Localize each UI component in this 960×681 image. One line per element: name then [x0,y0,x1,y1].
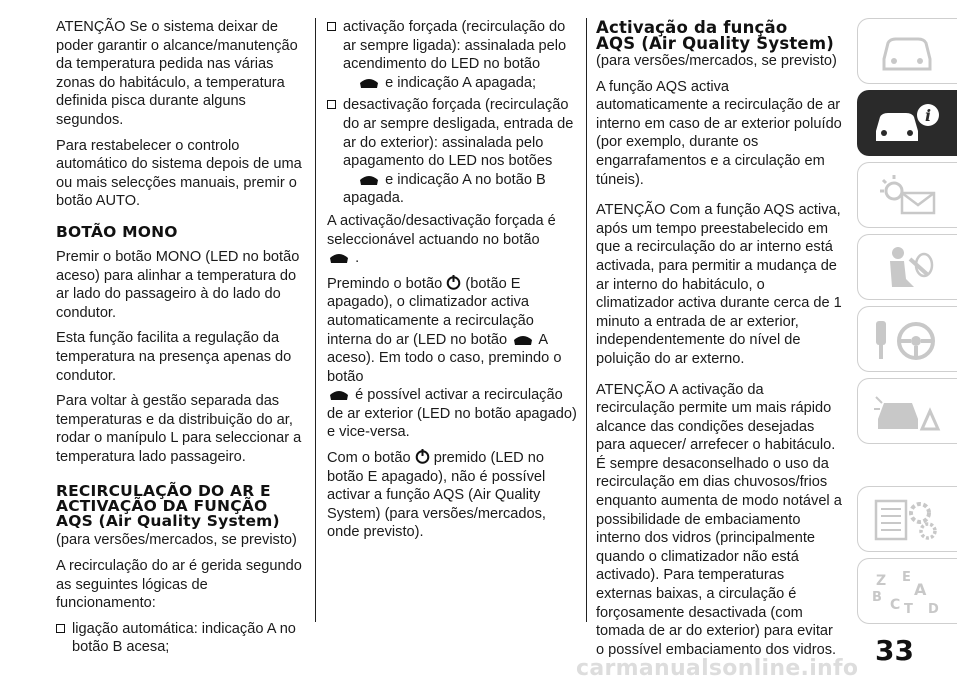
car-breakdown-icon [872,389,942,435]
checkbox-bullet-icon [327,100,336,109]
press-button-text-1: Premindo o botão [327,275,443,292]
bullet-forced-off-text: desactivação forçada (recirculação do ar sempre desligada, entrada de ar do exterior): assinalada pelo apagamento do LED nos botões [343,97,574,170]
heading-recirculation-line-2: ACTIVAÇÃO DA FUNÇÃO [56,497,268,516]
heading-recirculation-line-3: AQS (Air Quality System) [56,512,280,531]
list-item [56,620,306,657]
attention-paragraph: ATENÇÃO Se o sistema deixar de poder garantir o alcance/manutenção da temperatura pedida nas várias zonas do habitáculo, a temperatura definida pisca durante alguns segundos. [56,19,298,128]
heading-mono: BOTÃO MONO [56,222,178,241]
heading-recirculation [56,484,306,529]
recirculation-subtitle: (para versões/mercados, se previsto) [56,532,297,549]
airbag-seat-icon [872,245,942,291]
bullet-auto-text: ligação automática: indicação A no botão B acesa; [72,620,296,656]
recirculation-icon [327,389,351,401]
power-icon [415,449,430,464]
press-button-text-4: é possível activar a recirculação de ar exterior (LED no botão apagado) e vice-versa. [327,387,577,441]
mono-return-paragraph: Para voltar à gestão separada das temperaturas e da distribuição do ar, rodar o manípulo L para seleccionar a temperatura lado passageiro. [56,393,302,465]
recirculation-icon [357,174,381,186]
aqs-blocked-text-2: premido (LED no botão E apagado), não é possível activar a função AQS (Air Quality System) (para versões/mercados, onde previsto). [327,450,546,541]
heading-aqs-line-1: Activação da função [596,18,788,37]
press-button-text-3: A aceso). Em todo o caso, premindo o botão [327,331,562,385]
column-divider [315,18,316,622]
forced-selection-text-end: . [355,250,360,267]
car-front-icon [872,29,942,75]
page-number: 33 [875,634,914,667]
aqs-attention-paragraph: ATENÇÃO Com a função AQS activa, após um tempo preestabelecido em que a recirculação do ar interno está activada, para permitir a mudança de ar interno do habitáculo, o climatizador activa durante cerca de 1 minuto a entrada de ar exterior, independentemente do nível de poluição do ar externo. [596,202,842,367]
bullet-forced-on-text: activação forçada (recirculação do ar sempre ligada): assinalada pelo acendimento do LED no botão [343,19,567,73]
mono-driver-paragraph: Esta função facilita a regulação da temperatura na presença apenas do condutor. [56,330,292,384]
heading-aqs [596,20,844,52]
mono-paragraph: Premir o botão MONO (LED no botão aceso) para alinhar a temperatura do ar lado do passageiro à do lado do condutor. [56,248,300,321]
checkbox-bullet-icon [327,22,336,31]
tab-car-info[interactable] [857,90,957,156]
aqs-blocked-text-1: Com o botão [327,450,411,467]
svg-text:E: E [902,570,911,585]
list-item [327,96,577,208]
bullet-forced-on-text-end: e indicação A apagada; [385,74,536,91]
heading-aqs-line-2: AQS (Air Quality System) [596,34,834,53]
checkbox-bullet-icon [56,624,65,633]
index-letters-icon [872,569,942,615]
recirculation-attention-paragraph: ATENÇÃO A activação da recirculação permite um mais rápido alcance das condições desejadas para aquecer/ arrefecer o habitáculo. É sempre desaconselhado o uso da recirculação em dias chuvosos/frios enquanto aumenta de modo notável a possibilidade de embaciamento interno dos vidros (principalmente quando o climatizador não está activado). Para temperaturas externas baixas, a circulação é forçosamente desactivada (com tomada de ar do exterior) para evitar o possível embaciamento dos vidros. [596,381,842,658]
watermark: carmanualsonline.info [576,656,859,681]
column-3 [596,18,844,666]
svg-text:B: B [872,590,882,605]
service-gear-icon [872,497,942,543]
svg-text:D: D [928,602,939,615]
auto-paragraph: Para restabelecer o controlo automático do sistema depois de uma ou mais selecções manuais, premir o botão AUTO. [56,137,302,210]
bullet-forced-off-text-end: e indicação A no botão B apagada. [343,171,546,207]
column-divider [586,18,587,622]
tab-maintenance[interactable] [857,486,957,552]
column-2 [327,18,577,549]
press-button-text-2: (botão E apagado), o climatizador activa automaticamente a recirculação interna do ar (LED no botão [327,275,534,348]
svg-text:i: i [924,106,932,125]
forced-selection-paragraph [327,212,577,268]
svg-text:Z: Z [876,573,887,589]
heading-recirculation-line-1: RECIRCULAÇÃO DO AR E [56,482,271,501]
chapter-index-sidebar [855,0,960,678]
warning-light-mail-icon [872,173,942,219]
aqs-description-paragraph: A função AQS activa automaticamente a recirculação de ar interno em caso de ar exterior poluído (por exemplo, durante os engarrafamentos e a circulação em túneis). [596,78,842,188]
svg-text:C: C [890,597,901,613]
svg-text:T: T [904,602,913,615]
key-steering-wheel-icon [872,317,942,363]
forced-selection-text: A activação/desactivação forçada é seleccionável actuando no botão [327,212,556,248]
tab-emergency[interactable] [857,378,957,444]
recirculation-logic-paragraph: A recirculação do ar é gerida segundo as seguintes lógicas de funcionamento: [56,558,302,612]
list-item [327,18,577,92]
car-info-icon [872,101,942,147]
tab-starting-driving[interactable] [857,306,957,372]
tab-safety[interactable] [857,234,957,300]
tab-dashboard[interactable] [857,18,957,84]
tab-index[interactable] [857,558,957,624]
power-icon [446,275,461,290]
column-1 [56,18,306,661]
recirculation-icon [357,77,381,89]
recirculation-icon [511,334,535,346]
tab-warning-lights[interactable] [857,162,957,228]
aqs-blocked-paragraph [327,449,577,542]
svg-text:A: A [914,580,927,599]
recirculation-icon [327,252,351,264]
press-button-paragraph [327,275,577,442]
aqs-subtitle: (para versões/mercados, se previsto) [596,53,837,69]
